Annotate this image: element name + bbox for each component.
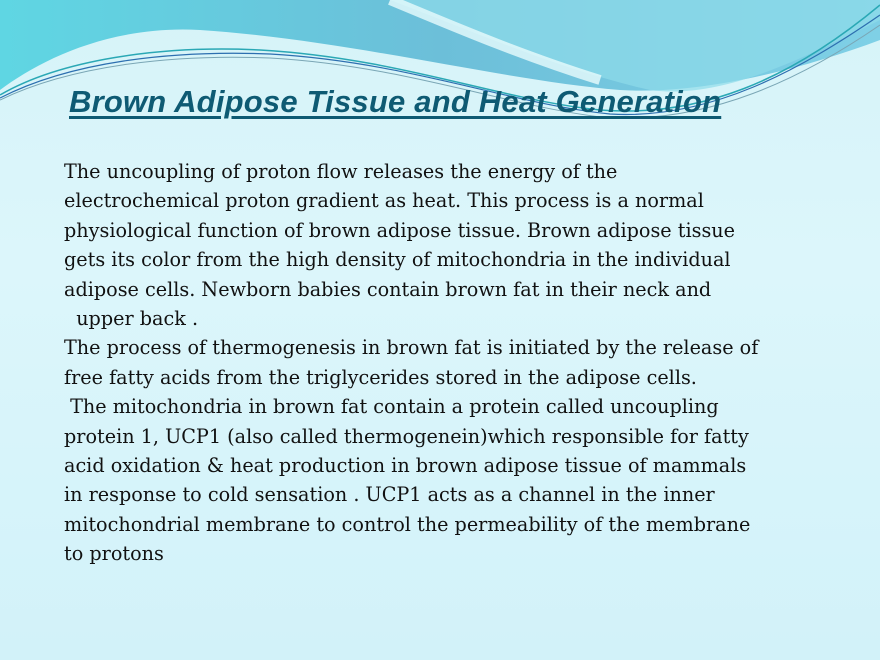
- body-line: free fatty acids from the triglycerides stored in the adipose cells.: [64, 365, 697, 389]
- body-line: in response to cold sensation . UCP1 acts as a channel in the inner: [64, 483, 715, 507]
- body-line: upper back .: [64, 306, 199, 330]
- body-line: The process of thermogenesis in brown fat is initiated by the release of: [64, 336, 759, 360]
- body-line: protein 1, UCP1 (also called thermogenein)which responsible for fatty: [64, 424, 749, 448]
- body-line: physiological function of brown adipose tissue. Brown adipose tissue: [64, 218, 736, 242]
- body-line: electrochemical proton gradient as heat. This process is a normal: [64, 189, 704, 213]
- body-line: gets its color from the high density of mitochondria in the individual: [64, 248, 731, 272]
- body-line: acid oxidation & heat production in brown adipose tissue of mammals: [64, 453, 747, 477]
- body-line: The mitochondria in brown fat contain a protein called uncoupling: [64, 395, 719, 419]
- slide-body-text: [64, 157, 758, 568]
- slide-title: Brown Adipose Tissue and Heat Generation: [69, 84, 722, 119]
- body-line: adipose cells. Newborn babies contain brown fat in their neck and: [64, 277, 712, 301]
- body-line: The uncoupling of proton flow releases the energy of the: [64, 160, 618, 183]
- body-line: to protons: [64, 542, 164, 566]
- body-line: mitochondrial membrane to control the permeability of the membrane: [64, 512, 751, 536]
